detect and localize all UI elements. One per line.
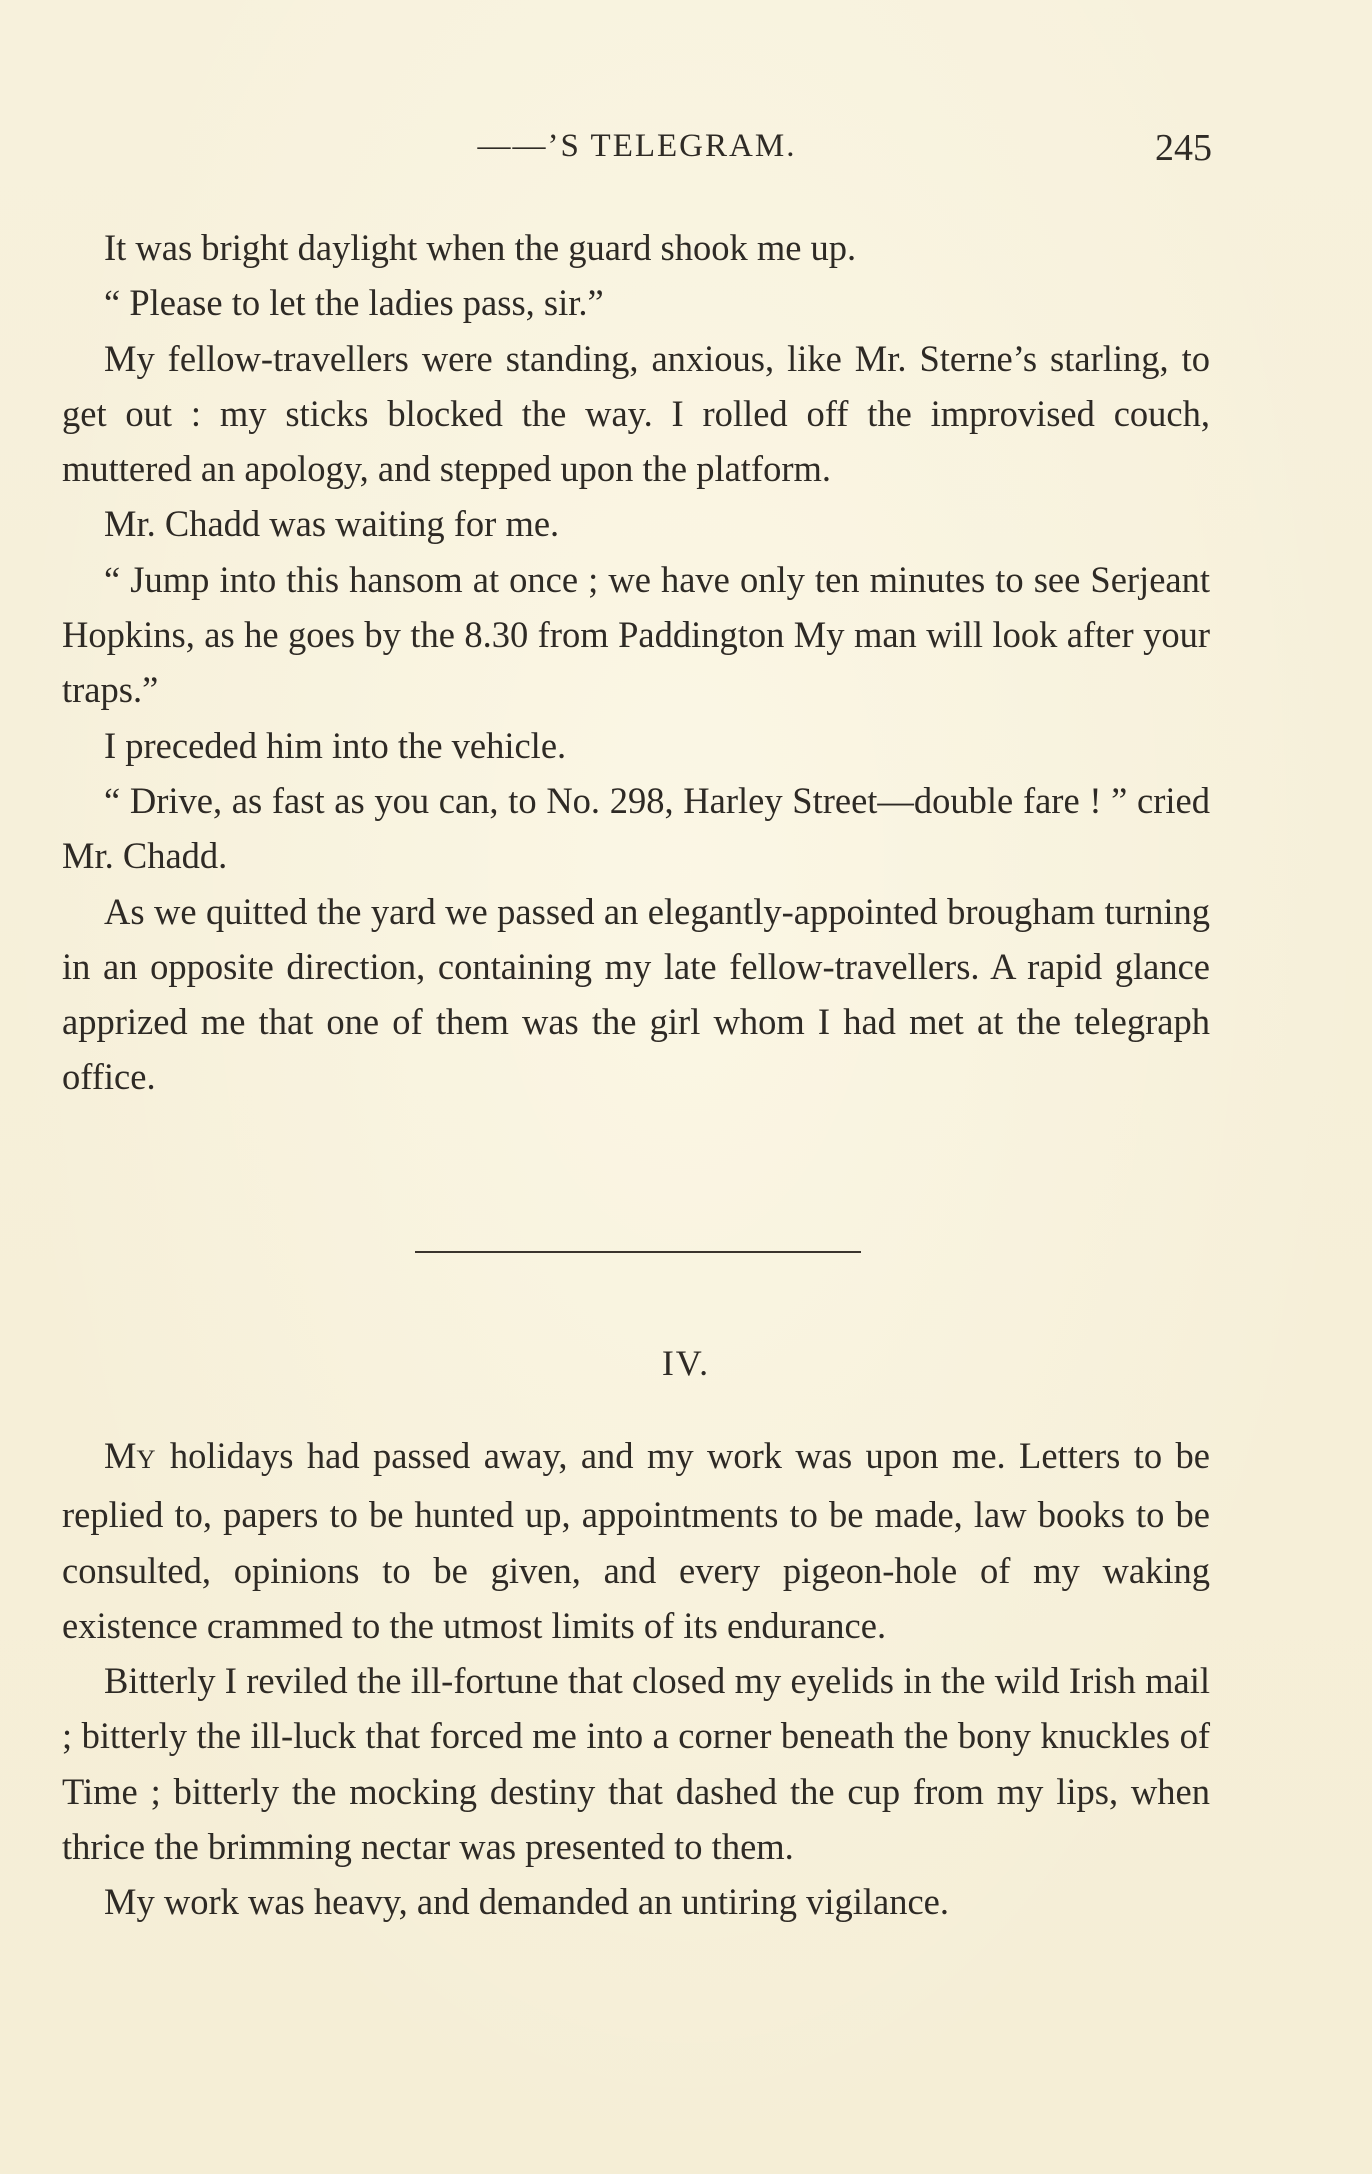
- section-divider-rule: [415, 1251, 861, 1253]
- running-head: ——’S TELEGRAM.: [477, 128, 797, 164]
- paragraph: I preceded him into the vehicle.: [104, 724, 567, 766]
- section-four-body: [62, 1428, 1210, 1930]
- paragraph: My fellow-travellers were standing, anxious, like Mr. Sterne’s starling, to get out : my sticks blocked the way. I rolled off the improvised couch, muttered an apology, and stepped upon the platform.: [62, 337, 1210, 490]
- page-number: 245: [1155, 127, 1212, 169]
- page-header: [62, 128, 1212, 178]
- paragraph: “ Jump into this hansom at once ; we have only ten minutes to see Serjeant Hopkins, as he goes by the 8.30 from Paddington My man will look after your traps.”: [62, 558, 1210, 711]
- section-heading: IV.: [661, 1343, 711, 1383]
- opening-paragraph-text: holidays had passed away, and my work was upon me. Letters to be replied to, papers to be hunted up, appointments to be made, law books to be consulted, opinions to be given, and every pigeon-hole of my waking existence crammed to the utmost limits of its endurance.: [62, 1435, 1210, 1646]
- section-three-ending: [62, 220, 1210, 1105]
- paragraph: “ Drive, as fast as you can, to No. 298, Harley Street—double fare ! ” cried Mr. Chadd.: [62, 779, 1210, 877]
- lead-initial: M: [104, 1435, 137, 1476]
- paragraph: “ Please to let the ladies pass, sir.”: [104, 282, 604, 324]
- paragraph: It was bright daylight when the guard shook me up.: [104, 227, 857, 268]
- paragraph: My work was heavy, and demanded an untiring vigilance.: [104, 1881, 950, 1923]
- paragraph: As we quitted the yard we passed an elegantly-appointed brougham turning in an opposite direction, containing my late fellow-travellers. A rapid glance apprized me that one of them was the girl whom I had met at the telegraph office.: [62, 890, 1210, 1098]
- paragraph: Mr. Chadd was waiting for me.: [104, 503, 560, 545]
- lead-smallcaps: Y: [136, 1445, 157, 1474]
- opening-paragraph: [62, 1428, 1210, 1653]
- paragraph: Bitterly I reviled the ill-fortune that closed my eyelids in the wild Irish mail ; bitterly the ill-luck that forced me into a corner beneath the bony knuckles of Time ; bitterly the mocking destiny that dashed the cup from my lips, when thrice the brimming nectar was presented to them.: [62, 1660, 1210, 1868]
